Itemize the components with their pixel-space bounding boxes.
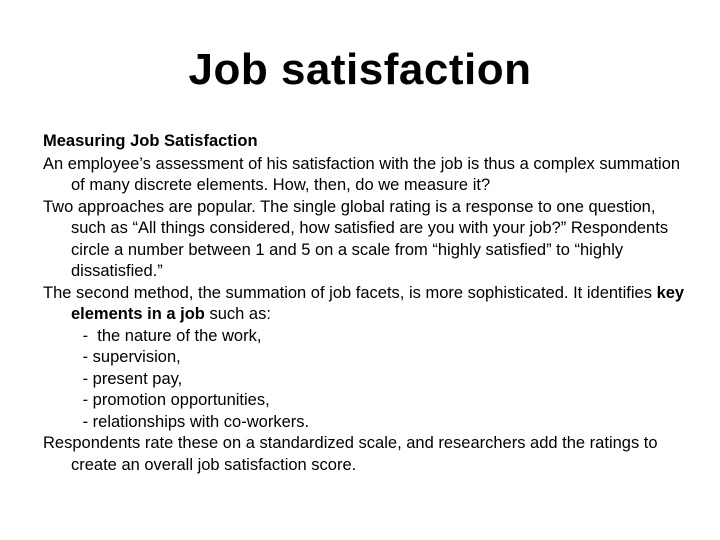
- paragraph-overall-score: Respondents rate these on a standardized scale, and researchers add the ratings to create an overall job satisfaction score.: [43, 434, 658, 474]
- facet-item-present-pay: - present pay,: [78, 369, 183, 388]
- paragraph-job-facets-tail: such as:: [204, 305, 271, 323]
- facet-item-nature-of-work: - the nature of the work,: [78, 326, 262, 345]
- facet-list: [43, 326, 688, 434]
- section-heading: Measuring Job Satisfaction: [43, 132, 258, 150]
- paragraph-global-rating: Two approaches are popular. The single global rating is a response to one question, such as “All things considered, how satisfied are you with your job?” Respondents circle a number between 1 and 5 on a scale from “highly satisfied” to “highly dissatisfied.”: [43, 197, 669, 280]
- facet-item-promotion: - promotion opportunities,: [78, 391, 270, 409]
- paragraph-definition: An employee’s assessment of his satisfaction with the job is thus a complex summation of many discrete elements. How, then, do we measure it?: [43, 154, 681, 194]
- slide-title: Job satisfaction: [188, 45, 532, 94]
- facet-item-relationships: - relationships with co-workers.: [78, 412, 310, 431]
- facet-item-supervision: - supervision,: [78, 348, 181, 366]
- key-elements-emphasis: key elements in a job: [71, 283, 685, 323]
- paragraph-job-facets: [43, 283, 688, 326]
- paragraph-job-facets-text: The second method, the summation of job facets, is more sophisticated. It identifies: [43, 283, 657, 302]
- slide-body: [43, 131, 688, 476]
